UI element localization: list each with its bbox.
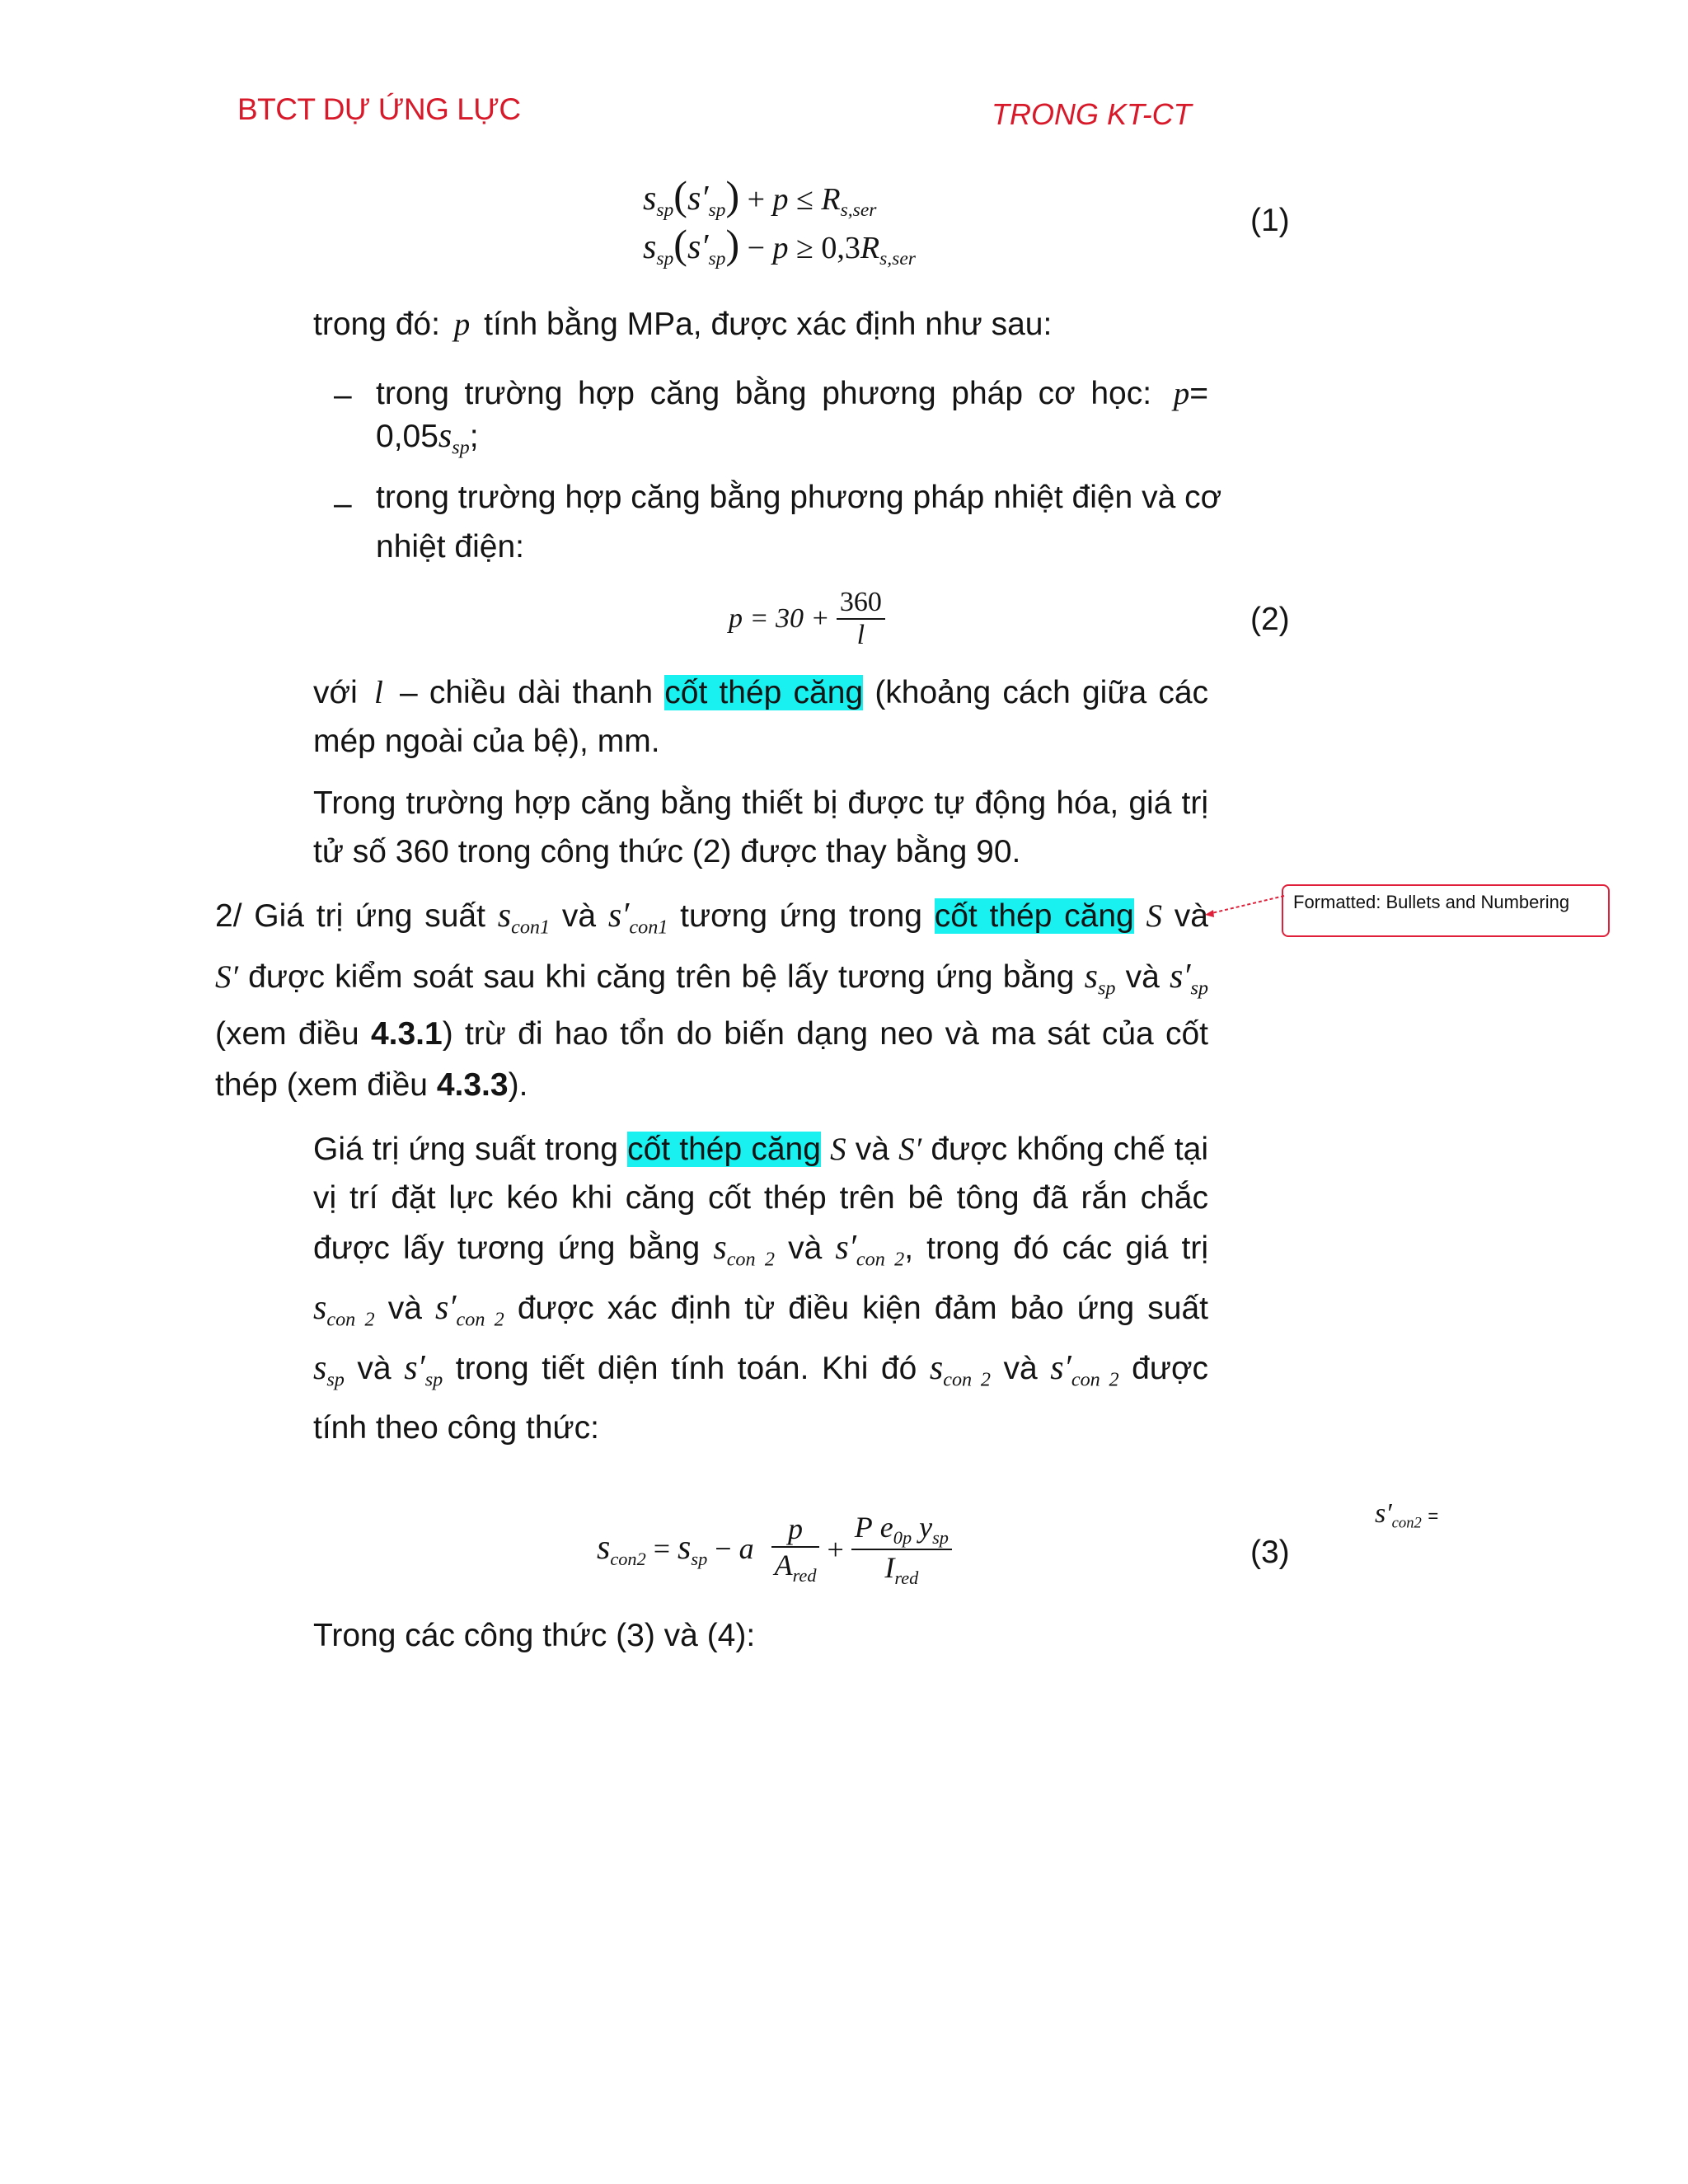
comment-connector-line <box>1203 894 1286 919</box>
paragraph-con2-line-5: $s_{sp}$ và $s'_{sp}$ trong tiết diện tính toán. Khi đó $s_{con 2}$ và $s'_{con 2}$ được <box>313 1349 1209 1391</box>
equation-1-number: (1) <box>1250 203 1290 238</box>
header-left-title: BTCT DỰ ỨNG LỰC <box>237 92 521 126</box>
equation-3: $s_{con2} = s_{sp} - a$ $\frac{p}{A_{red}}$ + $\frac{P e_{0p} y_{sp}}{I_{red}}$ <box>597 1510 952 1589</box>
ref-4-3-3: 4.3.3 <box>436 1067 509 1103</box>
paragraph-l-line-2: mép ngoài của bệ), mm. <box>313 724 660 759</box>
section-2-line-3: (xem điều 4.3.1) trừ đi hao tổn do biến dạng neo và ma sát của cốt <box>215 1016 1208 1052</box>
equation-3-number: (3) <box>1250 1535 1290 1570</box>
equation-2-number: (2) <box>1250 602 1290 637</box>
equation-2-denominator: l <box>856 620 865 650</box>
bullet-2-line-2: nhiệt điện: <box>376 529 524 565</box>
paragraph-con2-line-1: Giá trị ứng suất trong cốt thép căng S và S′ được khống chế tại <box>313 1132 1209 1167</box>
section-2-line-2: S′ được kiểm soát sau khi căng trên bệ lấy tương ứng bằng $s_{sp}$ và $s'_{sp}$ <box>215 958 1208 1000</box>
paragraph-con2-line-2: vị trí đặt lực kéo khi căng cốt thép trên bê tông đã rắn chắc <box>313 1180 1208 1216</box>
section-2-line-1: 2/ Giá trị ứng suất $s_{con1}$ và $s'_{con1}$ tương ứng trong cốt thép căng S và <box>215 897 1208 939</box>
equation-1-line-1: $s_{sp}(s'_{sp}) + p \le R_{s,ser}$ <box>643 172 877 222</box>
margin-equation-fragment: $s'_{con2}$ = <box>1375 1498 1439 1532</box>
highlight-cot-thep-cang-2: cốt thép căng <box>934 898 1134 934</box>
bullet-1-line-1: trong trường hợp căng bằng phương pháp cơ học: p= <box>376 376 1208 411</box>
header-right-title: TRONG KT-CT <box>992 97 1192 131</box>
equation-1-line-2: $s_{sp}(s'_{sp}) - p \ge 0,3R_{s,ser}$ <box>643 221 916 270</box>
bullet-2-line-1: trong trường hợp căng bằng phương pháp nhiệt điện và cơ <box>376 480 1222 515</box>
closing-line: Trong các công thức (3) và (4): <box>313 1618 756 1653</box>
bullet-1-line-2: $0,05s_{sp}$; <box>376 417 479 459</box>
paragraph-auto-line-1: Trong trường hợp căng bằng thiết bị được tự động hóa, giá trị <box>313 785 1208 821</box>
paragraph-auto-line-2: tử số 360 trong công thức (2) được thay bằng 90. <box>313 834 1021 869</box>
ref-4-3-1: 4.3.1 <box>370 1016 443 1052</box>
bullet-2-marker: – <box>334 486 352 522</box>
comment-balloon[interactable]: Formatted: Bullets and Numbering <box>1282 884 1610 937</box>
paragraph-l-line-1: với l – chiều dài thanh cốt thép căng (khoảng cách giữa các <box>313 675 1209 710</box>
highlight-cot-thep-cang-3: cốt thép căng <box>627 1132 821 1167</box>
intro-suffix: tính bằng MPa, được xác định như sau: <box>484 307 1053 342</box>
equation-2 <box>729 587 885 651</box>
section-2-line-4: thép (xem điều 4.3.3). <box>215 1067 528 1103</box>
highlight-cot-thep-cang-1: cốt thép căng <box>664 675 864 710</box>
paragraph-con2-line-3: được lấy tương ứng bằng $s_{con 2}$ và $s'_{con 2}$, trong đó các giá trị <box>313 1229 1208 1271</box>
intro-prefix: trong đó: <box>313 307 440 342</box>
intro-var-p: p <box>453 307 471 342</box>
paragraph-con2-line-4: $s_{con 2}$ và $s'_{con 2}$ được xác định từ điều kiện đảm bảo ứng suất <box>313 1289 1209 1331</box>
paragraph-con2-line-6: tính theo công thức: <box>313 1410 600 1446</box>
bullet-1-marker: – <box>334 377 352 413</box>
intro-line <box>313 300 1052 349</box>
equation-2-lhs: p = 30 + <box>729 603 830 634</box>
equation-2-numerator: 360 <box>837 587 885 620</box>
